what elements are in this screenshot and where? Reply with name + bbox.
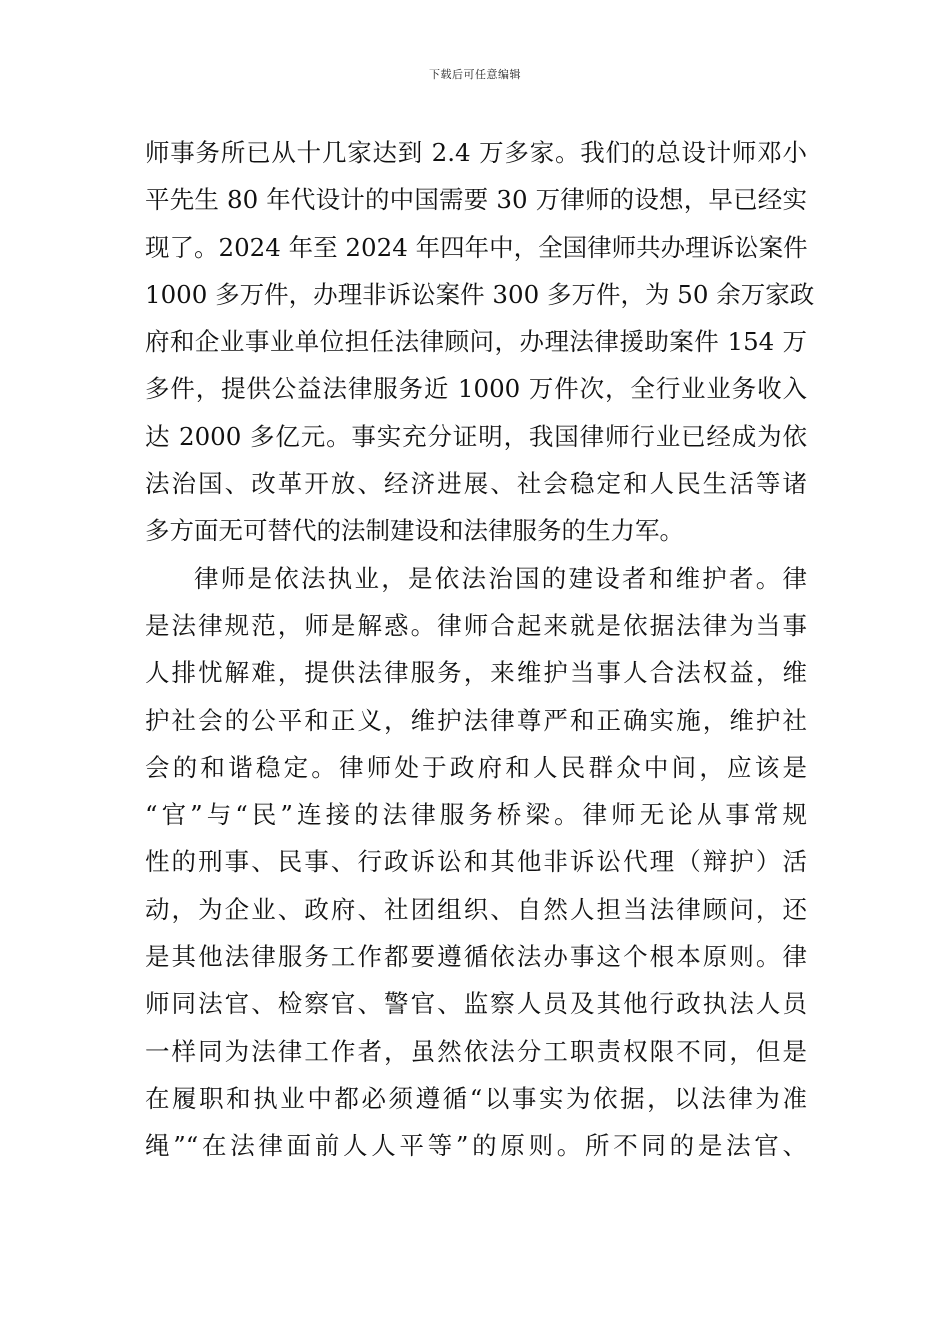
text-line: 法治国、改革开放、经济进展、社会稳定和人民生活等诸 [145, 469, 807, 499]
text-line: 师同法官、检察官、警官、监察人员及其他行政执法人员 [145, 989, 807, 1019]
text-line: 会的和谐稳定。律师处于政府和人民群众中间，应该是 [145, 752, 807, 782]
text-line: 在履职和执业中都必须遵循“以事实为依据，以法律为准 [145, 1083, 807, 1113]
text-line: 动，为企业、政府、社团组织、自然人担当法律顾问，还 [145, 894, 807, 924]
text-line: 性的刑事、民事、行政诉讼和其他非诉讼代理（辩护）活 [145, 847, 807, 877]
text-line: 是其他法律服务工作都要遵循依法办事这个根本原则。律 [145, 942, 807, 972]
text-line: 现了。2024 年至 2024 年四年中，全国律师共办理诉讼案件 [145, 232, 808, 262]
text-line: 府和企业事业单位担任法律顾问，办理法律援助案件 154 万 [145, 327, 807, 357]
text-line: 绳”“在法律面前人人平等”的原则。所不同的是法官、 [145, 1131, 807, 1161]
page-header: 下载后可任意编辑 [429, 68, 521, 81]
text-line: 师事务所已从十几家达到 2.4 万多家。我们的总设计师邓小 [145, 138, 807, 167]
text-line: 一样同为法律工作者，虽然依法分工职责权限不同，但是 [145, 1036, 807, 1066]
text-line: 护社会的公平和正义，维护法律尊严和正确实施，维护社 [145, 705, 807, 735]
text-line: 达 2000 多亿元。事实充分证明，我国律师行业已经成为依 [145, 421, 807, 451]
paragraph-last-line: 多方面无可替代的法制建设和法律服务的生力军。 [145, 516, 684, 546]
text-line: 人排忧解难，提供法律服务，来维护当事人合法权益，维 [145, 658, 807, 688]
text-line: “官”与“民”连接的法律服务桥梁。律师无论从事常规 [145, 800, 807, 830]
text-line: 是法律规范，师是解惑。律师合起来就是依据法律为当事 [145, 610, 807, 640]
text-line: 1000 多万件，办理非诉讼案件 300 多万件，为 50 余万家政 [145, 279, 815, 309]
body-text [145, 129, 815, 1170]
text-line: 多件，提供公益法律服务近 1000 万件次，全行业业务收入 [145, 374, 807, 404]
text-line: 平先生 80 年代设计的中国需要 30 万律师的设想，早已经实 [145, 185, 807, 215]
paragraph-first-line: 律师是依法执业，是依法治国的建设者和维护者。律 [194, 563, 807, 593]
